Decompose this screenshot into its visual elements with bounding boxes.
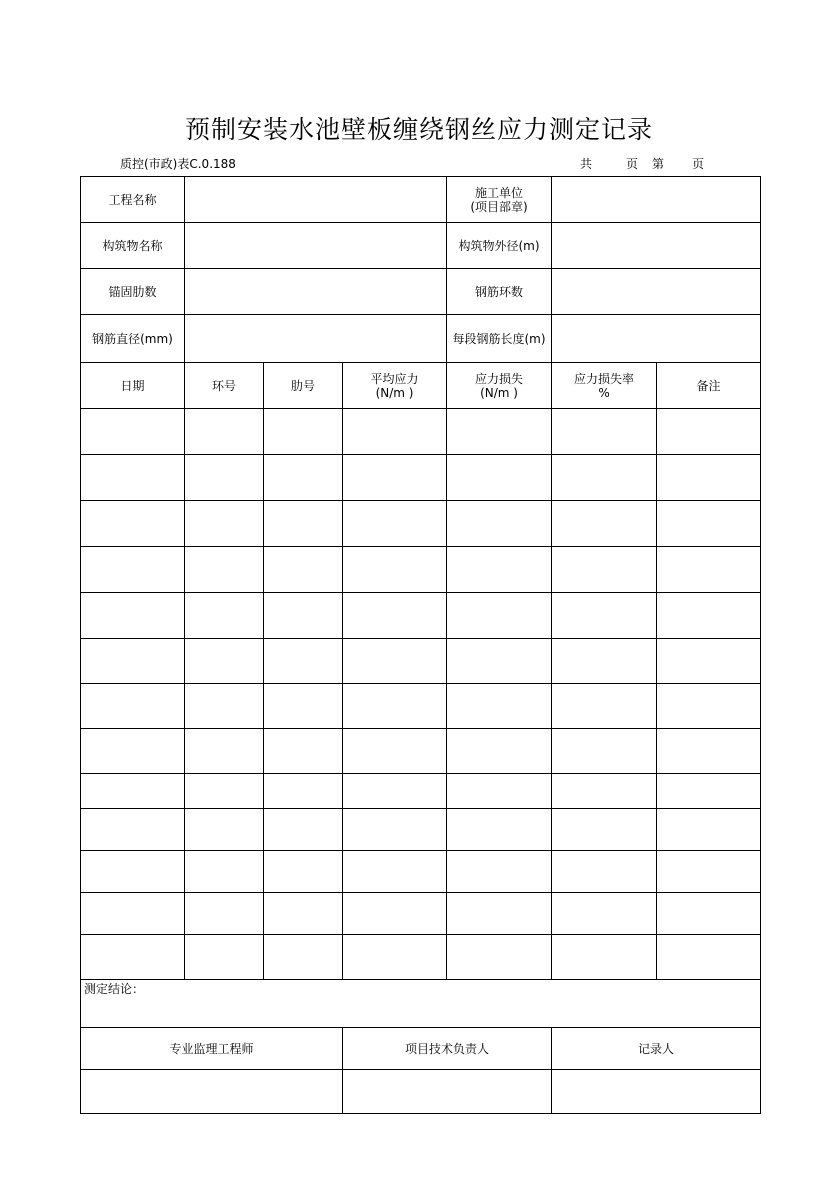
structure-name-field[interactable] — [185, 223, 447, 269]
page-title: 预制安装水池壁板缠绕钢丝应力测定记录 — [184, 115, 653, 144]
loss-rate-cell[interactable] — [552, 547, 657, 593]
table-row — [81, 893, 761, 935]
remarks-cell[interactable] — [657, 455, 761, 501]
structure-name-label: 构筑物名称 — [81, 223, 185, 269]
date-cell[interactable] — [81, 639, 185, 684]
remarks-cell[interactable] — [657, 729, 761, 774]
ring-no-cell[interactable] — [185, 639, 264, 684]
remarks-cell[interactable] — [657, 639, 761, 684]
project-name-label: 工程名称 — [81, 177, 185, 223]
stress-loss-cell[interactable] — [447, 593, 552, 639]
ring-no-cell[interactable] — [185, 409, 264, 455]
col-loss-rate: 应力损失率 % — [552, 363, 657, 409]
ring-no-cell[interactable] — [185, 774, 264, 809]
avg-stress-cell[interactable] — [343, 684, 447, 729]
loss-rate-cell[interactable] — [552, 639, 657, 684]
ring-no-cell[interactable] — [185, 684, 264, 729]
table-row — [81, 729, 761, 774]
remarks-cell[interactable] — [657, 774, 761, 809]
loss-rate-cell[interactable] — [552, 774, 657, 809]
page-unit2-label: 页 — [692, 157, 705, 171]
col-ring-no: 环号 — [185, 363, 264, 409]
avg-stress-cell[interactable] — [343, 774, 447, 809]
conclusion-row — [81, 980, 761, 1028]
col-stress-loss: 应力损失 (N/m ) — [447, 363, 552, 409]
avg-stress-cell[interactable] — [343, 547, 447, 593]
stress-loss-cell[interactable] — [447, 851, 552, 893]
stress-loss-cell[interactable] — [447, 501, 552, 547]
table-row — [81, 774, 761, 809]
recorder-signature-field[interactable] — [552, 1070, 761, 1114]
form-code: 质控(市政)表C.0.188 — [120, 157, 236, 171]
remarks-cell[interactable] — [657, 547, 761, 593]
header-row-anchor — [81, 269, 761, 315]
col-remarks: 备注 — [657, 363, 761, 409]
ring-no-cell[interactable] — [185, 851, 264, 893]
table-row — [81, 935, 761, 980]
date-cell[interactable] — [81, 893, 185, 935]
tech-lead-label: 项目技术负责人 — [343, 1028, 552, 1070]
rib-no-cell[interactable] — [264, 684, 343, 729]
ring-no-cell[interactable] — [185, 593, 264, 639]
rebar-diameter-field[interactable] — [185, 315, 447, 363]
ring-no-cell[interactable] — [185, 935, 264, 980]
tech-lead-signature-field[interactable] — [343, 1070, 552, 1114]
remarks-cell[interactable] — [657, 593, 761, 639]
avg-stress-cell[interactable] — [343, 501, 447, 547]
rib-no-cell[interactable] — [264, 774, 343, 809]
table-row — [81, 851, 761, 893]
column-header-row — [81, 363, 761, 409]
construction-unit-label: 施工单位 (项目部章) — [447, 177, 552, 223]
record-form-table — [80, 176, 761, 1114]
construction-unit-field[interactable] — [552, 177, 761, 223]
header-row-project — [81, 177, 761, 223]
anchor-ribs-field[interactable] — [185, 269, 447, 315]
loss-rate-cell[interactable] — [552, 893, 657, 935]
date-cell[interactable] — [81, 593, 185, 639]
date-cell[interactable] — [81, 851, 185, 893]
rib-no-cell[interactable] — [264, 455, 343, 501]
date-cell[interactable] — [81, 809, 185, 851]
table-row — [81, 809, 761, 851]
stress-loss-cell[interactable] — [447, 639, 552, 684]
table-row — [81, 547, 761, 593]
conclusion-field[interactable]: 测定结论： — [81, 980, 761, 1028]
stress-loss-cell[interactable] — [447, 774, 552, 809]
avg-stress-cell[interactable] — [343, 409, 447, 455]
remarks-cell[interactable] — [657, 684, 761, 729]
col-date: 日期 — [81, 363, 185, 409]
stress-loss-cell[interactable] — [447, 409, 552, 455]
avg-stress-cell[interactable] — [343, 809, 447, 851]
loss-rate-cell[interactable] — [552, 684, 657, 729]
stress-loss-cell[interactable] — [447, 893, 552, 935]
table-row — [81, 639, 761, 684]
date-cell[interactable] — [81, 409, 185, 455]
date-cell[interactable] — [81, 774, 185, 809]
table-row — [81, 409, 761, 455]
segment-length-label: 每段钢筋长度(m) — [447, 315, 552, 363]
outer-diameter-label: 构筑物外径(m) — [447, 223, 552, 269]
rib-no-cell[interactable] — [264, 893, 343, 935]
table-row — [81, 593, 761, 639]
ring-no-cell[interactable] — [185, 809, 264, 851]
avg-stress-cell[interactable] — [343, 455, 447, 501]
page-info — [580, 155, 704, 172]
avg-stress-cell[interactable] — [343, 935, 447, 980]
segment-length-field[interactable] — [552, 315, 761, 363]
col-avg-stress: 平均应力 (N/m ) — [343, 363, 447, 409]
ring-no-cell[interactable] — [185, 455, 264, 501]
avg-stress-cell[interactable] — [343, 593, 447, 639]
stress-loss-cell[interactable] — [447, 684, 552, 729]
loss-rate-cell[interactable] — [552, 809, 657, 851]
stress-loss-cell[interactable] — [447, 809, 552, 851]
col-rib-no: 肋号 — [264, 363, 343, 409]
date-cell[interactable] — [81, 547, 185, 593]
stress-loss-cell[interactable] — [447, 935, 552, 980]
loss-rate-cell[interactable] — [552, 729, 657, 774]
date-cell[interactable] — [81, 684, 185, 729]
loss-rate-cell[interactable] — [552, 851, 657, 893]
loss-rate-cell[interactable] — [552, 409, 657, 455]
rib-no-cell[interactable] — [264, 729, 343, 774]
ring-no-cell[interactable] — [185, 893, 264, 935]
outer-diameter-field[interactable] — [552, 223, 761, 269]
ring-no-cell[interactable] — [185, 547, 264, 593]
ring-no-cell[interactable] — [185, 729, 264, 774]
rib-no-cell[interactable] — [264, 547, 343, 593]
signature-label-row — [81, 1028, 761, 1070]
rib-no-cell[interactable] — [264, 409, 343, 455]
loss-rate-cell[interactable] — [552, 455, 657, 501]
rib-no-cell[interactable] — [264, 851, 343, 893]
header-row-rebar — [81, 315, 761, 363]
page-unit-label: 页 — [626, 157, 639, 171]
rib-no-cell[interactable] — [264, 639, 343, 684]
supervisor-label: 专业监理工程师 — [81, 1028, 343, 1070]
table-row — [81, 501, 761, 547]
rebar-rings-label: 钢筋环数 — [447, 269, 552, 315]
remarks-cell[interactable] — [657, 851, 761, 893]
header-row-structure — [81, 223, 761, 269]
loss-rate-cell[interactable] — [552, 501, 657, 547]
loss-rate-cell[interactable] — [552, 593, 657, 639]
avg-stress-cell[interactable] — [343, 893, 447, 935]
avg-stress-cell[interactable] — [343, 851, 447, 893]
table-row — [81, 455, 761, 501]
stress-loss-cell[interactable] — [447, 729, 552, 774]
loss-rate-cell[interactable] — [552, 935, 657, 980]
page-total-label: 共 — [580, 157, 593, 171]
ring-no-cell[interactable] — [185, 501, 264, 547]
anchor-ribs-label: 锚固肋数 — [81, 269, 185, 315]
avg-stress-cell[interactable] — [343, 729, 447, 774]
stress-loss-cell[interactable] — [447, 547, 552, 593]
signature-field-row — [81, 1070, 761, 1114]
remarks-cell[interactable] — [657, 893, 761, 935]
recorder-label: 记录人 — [552, 1028, 761, 1070]
page-nth-label: 第 — [652, 157, 665, 171]
stress-loss-cell[interactable] — [447, 455, 552, 501]
rib-no-cell[interactable] — [264, 809, 343, 851]
remarks-cell[interactable] — [657, 409, 761, 455]
rib-no-cell[interactable] — [264, 501, 343, 547]
rebar-diameter-label: 钢筋直径(mm) — [81, 315, 185, 363]
date-cell[interactable] — [81, 501, 185, 547]
remarks-cell[interactable] — [657, 935, 761, 980]
project-name-field[interactable] — [185, 177, 447, 223]
rib-no-cell[interactable] — [264, 935, 343, 980]
rebar-rings-field[interactable] — [552, 269, 761, 315]
date-cell[interactable] — [81, 935, 185, 980]
remarks-cell[interactable] — [657, 809, 761, 851]
date-cell[interactable] — [81, 729, 185, 774]
rib-no-cell[interactable] — [264, 593, 343, 639]
avg-stress-cell[interactable] — [343, 639, 447, 684]
date-cell[interactable] — [81, 455, 185, 501]
remarks-cell[interactable] — [657, 501, 761, 547]
supervisor-signature-field[interactable] — [81, 1070, 343, 1114]
table-row — [81, 684, 761, 729]
